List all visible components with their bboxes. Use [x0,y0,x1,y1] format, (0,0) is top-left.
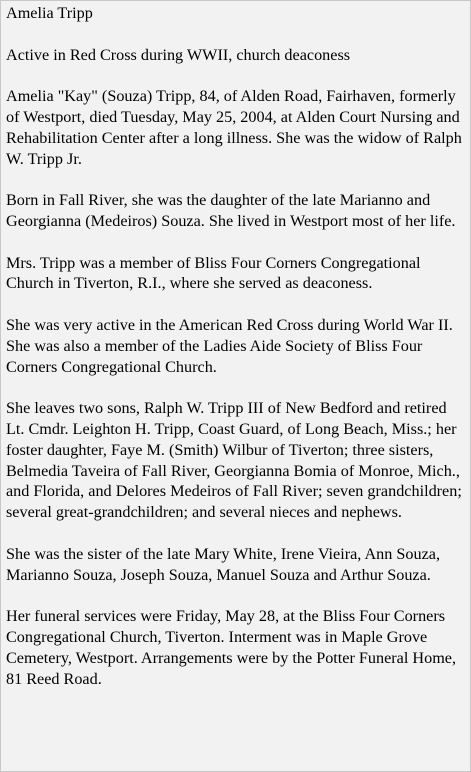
paragraph-funeral: Her funeral services were Friday, May 28, at the Bliss Four Corners Congregational Church, Tiverton. Interment was in Maple Grove Cemetery, Westport. Arrangements were by the Potter Funeral Home, 81 Reed Road. [6,607,457,688]
obituary-text [6,3,468,689]
obituary-title: Amelia Tripp [6,4,93,22]
obituary-headline: Active in Red Cross during WWII, church deaconess [6,45,351,64]
paragraph-siblings: She was the sister of the late Mary White, Irene Vieira, Ann Souza, Marianno Souza, Joseph Souza, Manuel Souza and Arthur Souza. [6,544,441,584]
paragraph-death-notice: Amelia "Kay" (Souza) Tripp, 84, of Alden Road, Fairhaven, formerly of Westport, died Tuesday, May 25, 2004, at Alden Court Nursing and Rehabilitation Center after a long illness. She was the widow of Ralph W. Tripp Jr. [6,87,462,168]
paragraph-survivors: She leaves two sons, Ralph W. Tripp III of New Bedford and retired Lt. Cmdr. Leighton H. Tripp, Coast Guard, of Long Beach, Miss.; her foster daughter, Faye M. (Smith) Wilbur of Tiverton; three sisters, Belmedia Taveira of Fall River, Georgianna Bomia of Monroe, Mich., and Florida, and Delores Medeiros of Fall River; seven grandchildren; several great-grandchildren; and several nieces and nephews. [6,399,462,522]
paragraph-red-cross: She was very active in the American Red Cross during World War II. She was also a member of the Ladies Aide Society of Bliss Four Corners Congregational Church. [6,315,453,376]
paragraph-church: Mrs. Tripp was a member of Bliss Four Corners Congregational Church in Tiverton, R.I., where she served as deaconess. [6,253,421,293]
paragraph-birth: Born in Fall River, she was the daughter of the late Marianno and Georgianna (Medeiros) Souza. She lived in Westport most of her life. [6,191,456,230]
